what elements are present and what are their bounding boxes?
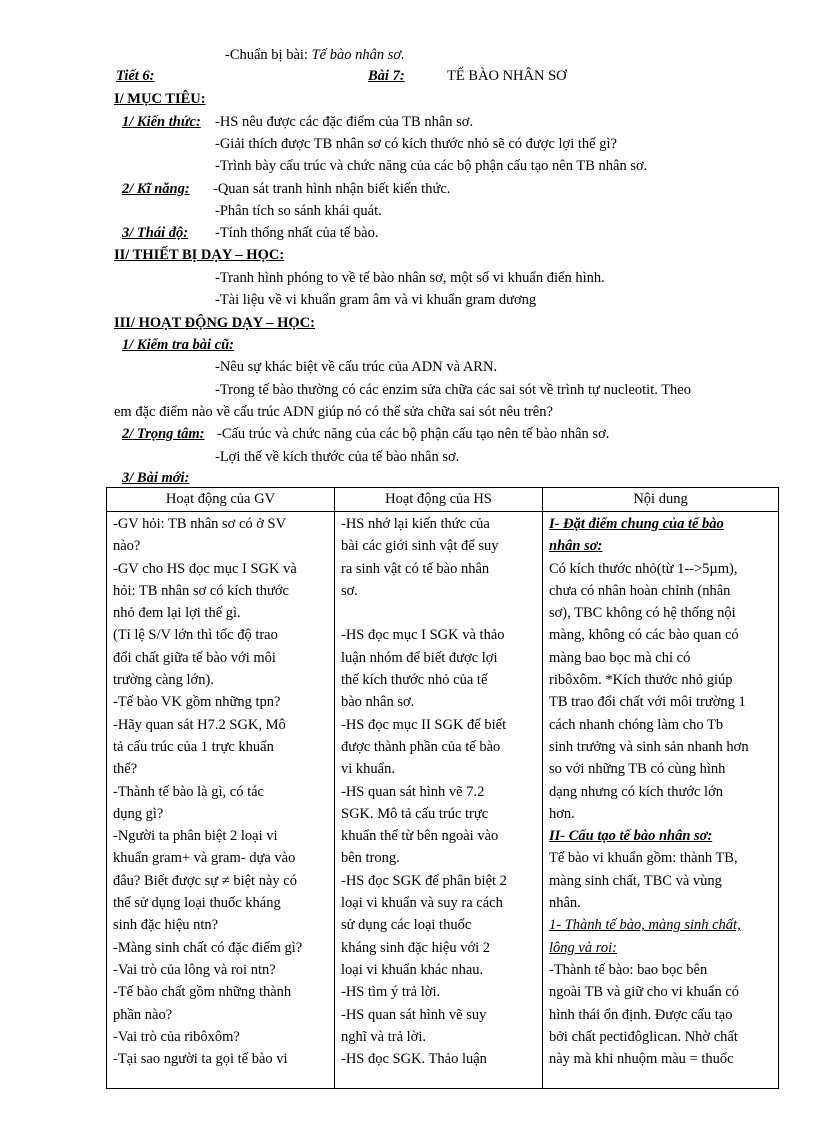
col-header-student: Hoạt động của HS	[335, 488, 543, 512]
cell-line: (Tỉ lệ S/V lớn thì tốc độ trao	[113, 627, 278, 644]
col-header-teacher: Hoạt động của GV	[107, 488, 335, 512]
cell-line: trường càng lớn).	[113, 672, 214, 689]
lesson-title: TẾ BÀO NHÂN SƠ	[447, 68, 567, 84]
cell-line: phần nào?	[113, 1006, 173, 1023]
cell-line: hỏi: TB nhân sơ có kích thước	[113, 582, 289, 599]
cell-line: -GV cho HS đọc mục I SGK và	[113, 560, 297, 577]
cell-line: loại vi khuẩn khác nhau.	[341, 961, 484, 978]
cell-line: -Tế bào VK gồm những tpn?	[113, 694, 281, 711]
cell-line: màng, không có các bào quan có	[549, 627, 739, 644]
cell-line: -Vai trò của lông và roi ntn?	[113, 961, 276, 978]
review-label: 1/ Kiểm tra bài cũ:	[122, 337, 234, 353]
cell-line: thể?	[113, 761, 138, 778]
cell-line: sử dụng các loại thuốc	[341, 917, 472, 934]
skills-label: 2/ Kĩ năng:	[122, 181, 190, 197]
student-activities-cell	[335, 512, 543, 1089]
cell-line: Tế bào vi khuẩn gồm: thành TB,	[549, 850, 738, 867]
cell-line: so với những TB có cùng hình	[549, 761, 726, 778]
activities-heading: III/ HOẠT ĐỘNG DẠY – HỌC:	[114, 315, 316, 331]
knowledge-item: -HS nêu được các đặc điểm của TB nhân sơ.	[215, 114, 474, 130]
lesson-prep	[225, 46, 405, 64]
cell-line: II- Cấu tạo tế bào nhân sơ:	[549, 828, 713, 845]
cell-line: thế kích thước nhỏ của tế	[341, 672, 488, 689]
table-row	[107, 512, 779, 1089]
section-body-structure	[549, 847, 772, 914]
cell-line: dụng gì?	[113, 805, 164, 822]
cell-line: hình thái ổn định. Được cấu tạo	[549, 1006, 733, 1023]
cell-line: loại vi khuẩn và suy ra cách	[341, 895, 503, 912]
table-header-row	[107, 488, 779, 512]
subsection-heading-cell-wall	[549, 914, 772, 959]
cell-line: sinh đặc hiệu ntn?	[113, 917, 219, 934]
cell-line: 1- Thành tế bào, màng sinh chất,	[549, 917, 741, 934]
cell-line: -GV hỏi: TB nhân sơ có ở SV	[113, 516, 287, 532]
cell-line: đổi chất giữa tế bào với môi	[113, 649, 276, 666]
section-heading-structure	[549, 825, 772, 847]
cell-line: màng sinh chất, TBC và vùng	[549, 872, 722, 889]
cell-line: -HS quan sát hình vẽ 7.2	[341, 783, 485, 800]
cell-line: -Thành tế bào là gì, có tác	[113, 783, 264, 800]
teacher-activities-cell	[107, 512, 335, 1089]
cell-line: hơn.	[549, 805, 575, 822]
skills-item: -Quan sát tranh hình nhận biết kiến thức.	[213, 181, 451, 197]
prep-prefix: -Chuẩn bị bài:	[225, 47, 312, 63]
cell-line: nhân sơ:	[549, 538, 603, 555]
cell-line: -HS nhớ lại kiến thức của	[341, 516, 490, 532]
col-header-content: Nội dung	[543, 488, 779, 512]
cell-line: bào nhân sơ.	[341, 694, 415, 711]
cell-line: -HS đọc SGK để phân biệt 2	[341, 872, 507, 889]
cell-line: được thành phần của tế bào	[341, 738, 501, 755]
skills-item: -Phân tích so sánh khái quát.	[215, 203, 382, 219]
focus-label: 2/ Trọng tâm:	[122, 426, 205, 442]
cell-line: đâu? Biết được sự ≠ biệt này có	[113, 872, 297, 889]
cell-line: -HS đọc mục I SGK và thảo	[341, 627, 505, 644]
lesson-number: Bài 7:	[368, 68, 405, 84]
cell-line: bởi chất pectiđôglican. Nhờ chất	[549, 1028, 738, 1045]
cell-line: ngoài TB và giữ cho vi khuẩn có	[549, 984, 740, 1001]
cell-line: vi khuẩn.	[341, 761, 395, 778]
cell-line: sơ.	[341, 582, 358, 599]
cell-line: khuẩn gram+ và gram- dựa vào	[113, 850, 296, 867]
section-body-general	[549, 558, 772, 826]
cell-line	[341, 602, 536, 624]
knowledge-item: -Giải thích được TB nhân sơ có kích thước nhỏ sẽ có được lợi thế gì?	[215, 136, 617, 152]
focus-item: -Cấu trúc và chức năng của các bộ phận cấu tạo nên tế bào nhân sơ.	[217, 426, 610, 442]
equipment-item: -Tài liệu về vi khuẩn gram âm và vi khuẩn gram dương	[215, 292, 537, 308]
cell-line: nhỏ đem lại lợi thế gì.	[113, 605, 241, 622]
cell-line: -Thành tế bào: bao bọc bên	[549, 961, 708, 978]
cell-line: TB trao đổi chất với môi trường 1	[549, 694, 746, 711]
cell-line: luận nhóm để biết được lợi	[341, 649, 498, 666]
cell-line: chưa có nhân hoàn chỉnh (nhân	[549, 582, 731, 599]
attitude-label: 3/ Thái độ:	[122, 225, 189, 241]
knowledge-label: 1/ Kiến thức:	[122, 114, 201, 130]
cell-line: sinh trưởng và sinh sản nhanh hơn	[549, 738, 749, 755]
cell-line: SGK. Mô tả cấu trúc trực	[341, 805, 489, 822]
cell-line: -Hãy quan sát H7.2 SGK, Mô	[113, 716, 286, 733]
cell-line: -HS tìm ý trả lời.	[341, 984, 441, 1001]
knowledge-item: -Trình bày cấu trúc và chức năng của các bộ phận cấu tạo nên TB nhân sơ.	[215, 158, 648, 174]
cell-line: -Màng sinh chất có đặc điểm gì?	[113, 939, 303, 956]
cell-line: này mà khi nhuộm màu = thuốc	[549, 1051, 734, 1068]
cell-line: -Tế bào chất gồm những thành	[113, 984, 292, 1001]
cell-line: -HS quan sát hình vẽ suy	[341, 1006, 487, 1023]
cell-line: -Vai trò của ribôxôm?	[113, 1028, 240, 1045]
cell-line: -HS đọc mục II SGK để biết	[341, 716, 507, 733]
cell-line: Có kích thước nhỏ(từ 1-->5µm),	[549, 560, 738, 577]
subsection-body-cell-wall	[549, 959, 772, 1070]
cell-line: nhân.	[549, 895, 581, 912]
new-lesson-label: 3/ Bài mới:	[122, 470, 190, 486]
cell-line: kháng sinh đặc hiệu với 2	[341, 939, 491, 956]
period-label: Tiết 6:	[116, 68, 155, 84]
cell-line: nghĩ và trả lời.	[341, 1028, 426, 1045]
section-heading-general	[549, 513, 772, 558]
cell-line: bài các giới sinh vật để suy	[341, 538, 499, 555]
cell-line: -Người ta phân biệt 2 loại vi	[113, 828, 278, 845]
attitude-item: -Tính thống nhất của tế bào.	[215, 225, 379, 241]
cell-line: bên trong.	[341, 850, 400, 867]
cell-line: ra sinh vật có tế bào nhân	[341, 560, 490, 577]
cell-line: tả cấu trúc của 1 trực khuẩn	[113, 738, 274, 755]
focus-item: -Lợi thế về kích thước của tế bào nhân sơ.	[215, 449, 460, 465]
cell-line: lông và roi:	[549, 939, 617, 956]
cell-line: -HS đọc SGK. Thảo luận	[341, 1051, 487, 1068]
cell-line: dạng nhưng có kích thước lớn	[549, 783, 724, 800]
cell-line: I- Đặt điểm chung của tế bào	[549, 516, 724, 532]
cell-line: -Tại sao người ta gọi tế bào vi	[113, 1051, 288, 1068]
cell-line: thể sử dụng loại thuốc kháng	[113, 895, 281, 912]
review-item: -Nêu sự khác biệt về cấu trúc của ADN và ARN.	[215, 359, 498, 375]
cell-line: khuẩn thể từ bên ngoài vào	[341, 828, 499, 845]
cell-line: cách nhanh chóng làm cho Tb	[549, 716, 724, 733]
cell-line: sơ), TBC không có hệ thống nội	[549, 605, 736, 622]
cell-line: nào?	[113, 538, 141, 555]
cell-line: màng bao bọc mà chỉ có	[549, 649, 691, 666]
review-item: em đặc điểm nào về cấu trúc ADN giúp nó có thể sửa chữa sai sót nêu trên?	[114, 404, 553, 420]
activity-table	[106, 487, 779, 1089]
cell-line: ribôxôm. *Kích thước nhỏ giúp	[549, 672, 733, 689]
objectives-heading: I/ MỤC TIÊU:	[114, 91, 206, 107]
equipment-item: -Tranh hình phóng to về tế bào nhân sơ, một số vi khuẩn điển hình.	[215, 270, 605, 286]
equipment-heading: II/ THIẾT BỊ DẠY – HỌC:	[114, 247, 285, 263]
prep-title: Tế bào nhân sơ.	[311, 47, 405, 63]
review-item: -Trong tế bào thường có các enzim sửa chữa các sai sót về trình tự nucleotit. Theo	[215, 382, 691, 398]
content-cell	[543, 512, 779, 1089]
